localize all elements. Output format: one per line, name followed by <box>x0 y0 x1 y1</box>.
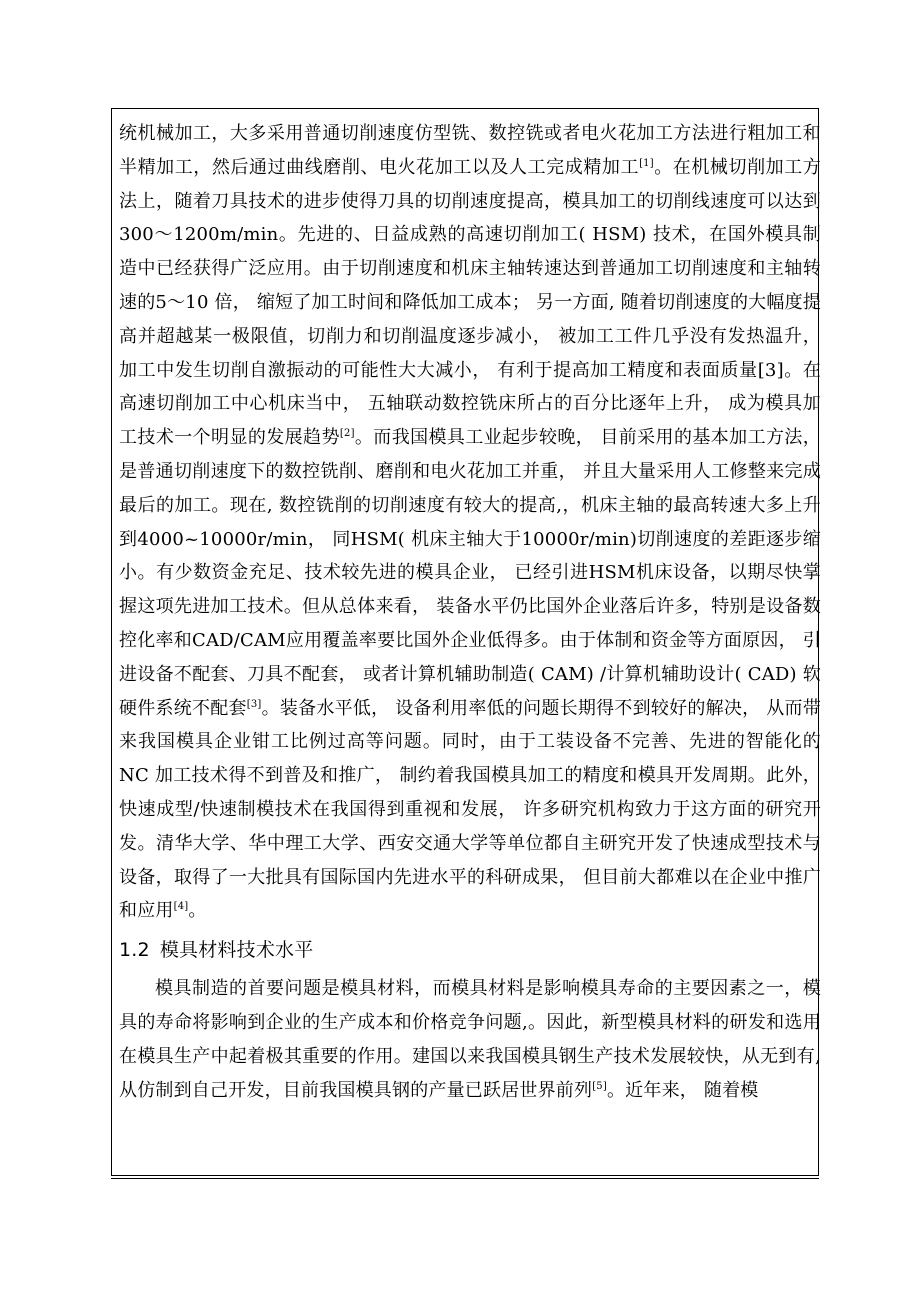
section-title: 模具材料技术水平 <box>159 939 314 962</box>
paragraph-text: 。在机械切削加工方法上，随着刀具技术的进步使得刀具的切削速度提高，模具加工的切削线速度可以达到300～1200m/min。先进的、日益成熟的高速切削加工( HSM) 技术，在国外模具制造中已经获得广泛应用。由于切削速度和机床主轴转速达到普通加工切削速度和主轴转速的5～10 倍， 缩短了加工时间和降低加工成本； 另一方面, 随着切削速度的大幅度提高并超越某一极限值，切削力和切削温度逐步减小， 被加工工件几乎没有发热温升， 加工中发生切削自激振动的可能性大大减小， 有利于提高加工精度和表面质量[3]。在高速切削加工中心机床当中， 五轴联动数控铣床所占的百分比逐年上升， 成为模具加工技术一个明显的发展趋势 <box>119 156 821 449</box>
paragraph-mold-materials <box>119 972 821 1107</box>
section-heading <box>119 928 821 972</box>
citation-ref-1: [1] <box>639 157 654 169</box>
citation-ref-5: [5] <box>592 1080 607 1092</box>
paragraph-text: 。装备水平低， 设备利用率低的问题长期得不到较好的解决， 从而带来我国模具企业钳工比例过高等问题。同时，由于工装设备不完善、先进的智能化的NC 加工技术得不到普及和推广， 制约着我国模具加工的精度和模具开发周期。此外，快速成型/快速制模技术在我国得到重视和发展， 许多研究机构致力于这方面的研究开发。清华大学、华中理工大学、西安交通大学等单位都自主研究开发了快速成型技术与设备，取得了一大批具有国际国内先进水平的科研成果， 但目前大都难以在企业中推广和应用 <box>119 697 821 922</box>
paragraph-text: 统机械加工，大多采用普通切削速度仿型铣、数控铣或者电火花加工方法进行粗加工和半精加工，然后通过曲线磨削、电火花加工以及人工完成精加工 <box>119 123 821 178</box>
citation-ref-4: [4] <box>173 901 189 913</box>
paragraph-text: 。而我国模具工业起步较晚， 目前采用的基本加工方法， 是普通切削速度下的数控铣削、磨削和电火花加工并重， 并且大量采用人工修整来完成最后的加工。现在, 数控铣削的切削速度有较大的提高,，机床主轴的最高转速大多上升到4000~10000r/min， 同HSM( 机床主轴大于10000r/min)切削速度的差距逐步缩小。有少数资金充足、技术较先进的模具企业， 已经引进HSM机床设备，以期尽快掌握这项先进加工技术。但从总体来看， 装备水平仍比国外企业落后许多，特别是设备数控化率和CAD/CAM应用覆盖率要比国外企业低得多。由于体制和资金等方面原因， 引进设备不配套、刀具不配套， 或者计算机辅助制造( CAM) /计算机辅助设计( CAD) 软硬件系统不配套 <box>119 427 822 719</box>
paragraph-text: 。 <box>188 900 207 922</box>
citation-ref-2: [2] <box>339 428 355 440</box>
paragraph-text: 模具制造的首要问题是模具材料，而模具材料是影响模具寿命的主要因素之一，模具的寿命将影响到企业的生产成本和价格竞争问题,。因此，新型模具材料的研发和选用在模具生产中起着极其重要的作用。建国以来我国模具钢生产技术发展较快，从无到有,从仿制到自己开发，目前我国模具钢的产量已跃居世界前列 <box>119 978 821 1101</box>
paragraph-text: 。近年来， 随着模 <box>606 1079 759 1101</box>
section-number: 1.2 <box>119 939 150 962</box>
citation-ref-3: [3] <box>246 698 262 710</box>
paragraph-mold-machining <box>119 117 821 928</box>
document-body <box>119 117 821 1107</box>
